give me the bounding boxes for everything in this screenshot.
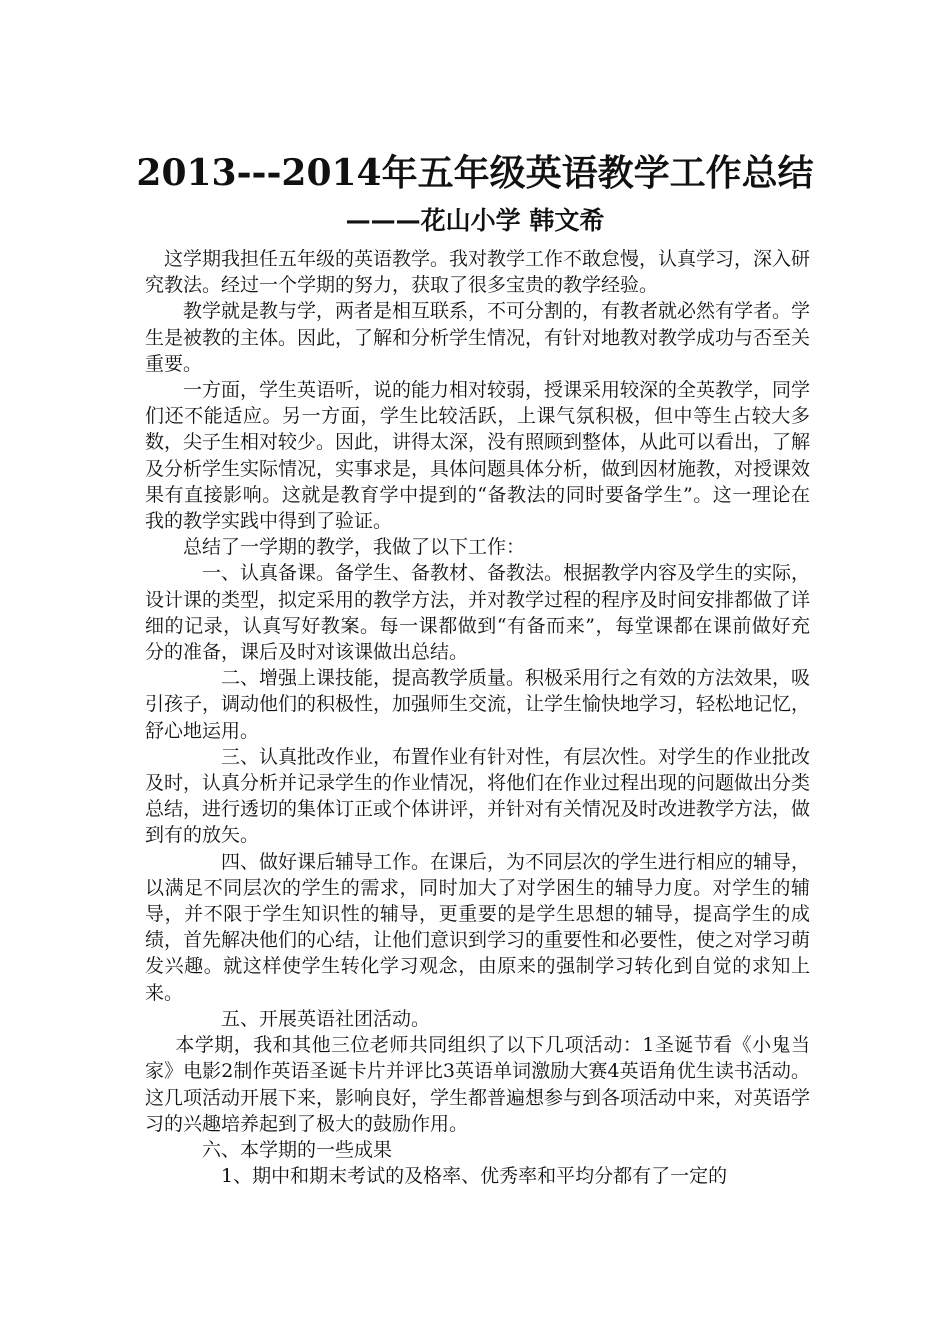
document-title: 2013---2014年五年级英语教学工作总结: [136, 152, 814, 194]
paragraph-students: 一方面，学生英语听，说的能力相对较弱，授课采用较深的全英教学，同学们还不能适应。另一方面，学生比较活跃，上课气氛积极，但中等生占较大多数，尖子生相对较少。因此，讲得太深，没有照顾到整体，从此可以看出，了解及分析学生实际情况，实事求是，具体问题具体分析，做到因材施教，对授课效果有直接影响。这就是教育学中提到的“备教法的同时要备学生”。这一理论在我的教学实践中得到了验证。: [145, 379, 811, 533]
paragraph-summary-lead: 总结了一学期的教学，我做了以下工作：: [183, 536, 526, 559]
paragraph-item-6: 六、本学期的一些成果: [202, 1138, 393, 1161]
paragraph-item-4: 四、做好课后辅导工作。在课后，为不同层次的学生进行相应的辅导，以满足不同层次的学生的需求，同时加大了对学困生的辅导力度。对学生的辅导，并不限于学生知识性的辅导，更重要的是学生思想的辅导，提高学生的成绩，首先解决他们的心结，让他们意识到学习的重要性和必要性，使之对学习萌发兴趣。就这样使学生转化学习观念，由原来的强制学习转化到自觉的求知上来。: [145, 850, 811, 1004]
paragraph-activities: 本学期，我和其他三位老师共同组织了以下几项活动：1圣诞节看《小鬼当家》电影2制作英语圣诞卡片并评比3英语单词激励大赛4英语角优生读书活动。这几项活动开展下来，影响良好，学生都普遍想参与到各项活动中来，对英语学习的兴趣培养起到了极大的鼓励作用。: [145, 1034, 811, 1135]
paragraph-result-1: 1、期中和期末考试的及格率、优秀率和平均分都有了一定的: [221, 1165, 728, 1188]
document-body: [145, 246, 810, 1189]
paragraph-teaching: 教学就是教与学，两者是相互联系，不可分割的，有教者就必然有学者。学生是被教的主体。因此，了解和分析学生情况，有针对地教对教学成功与否至关重要。: [145, 300, 811, 375]
paragraph-item-2: 二、增强上课技能，提高教学质量。积极采用行之有效的方法效果，吸引孩子，调动他们的积极性，加强师生交流，让学生愉快地学习，轻松地记忆，舒心地运用。: [145, 667, 811, 742]
paragraph-item-5: 五、开展英语社团活动。: [221, 1007, 431, 1030]
paragraph-intro: 这学期我担任五年级的英语教学。我对教学工作不敢怠慢，认真学习，深入研究教法。经过一个学期的努力，获取了很多宝贵的教学经验。: [145, 248, 811, 297]
document-subtitle: ———花山小学 韩文希: [345, 206, 605, 235]
paragraph-item-3: 三、认真批改作业，布置作业有针对性，有层次性。对学生的作业批改及时，认真分析并记录学生的作业情况，将他们在作业过程出现的问题做出分类总结，进行透切的集体订正或个体讲评，并针对有关情况及时改进教学方法，做到有的放矢。: [145, 745, 811, 847]
paragraph-item-1: 一、认真备课。备学生、备教材、备教法。根据教学内容及学生的实际，设计课的类型，拟定采用的教学方法，并对教学过程的程序及时间安排都做了详细的记录，认真写好教案。每一课都做到“有备而来”，每堂课都在课前做好充分的准备，课后及时对该课做出总结。: [145, 562, 811, 664]
